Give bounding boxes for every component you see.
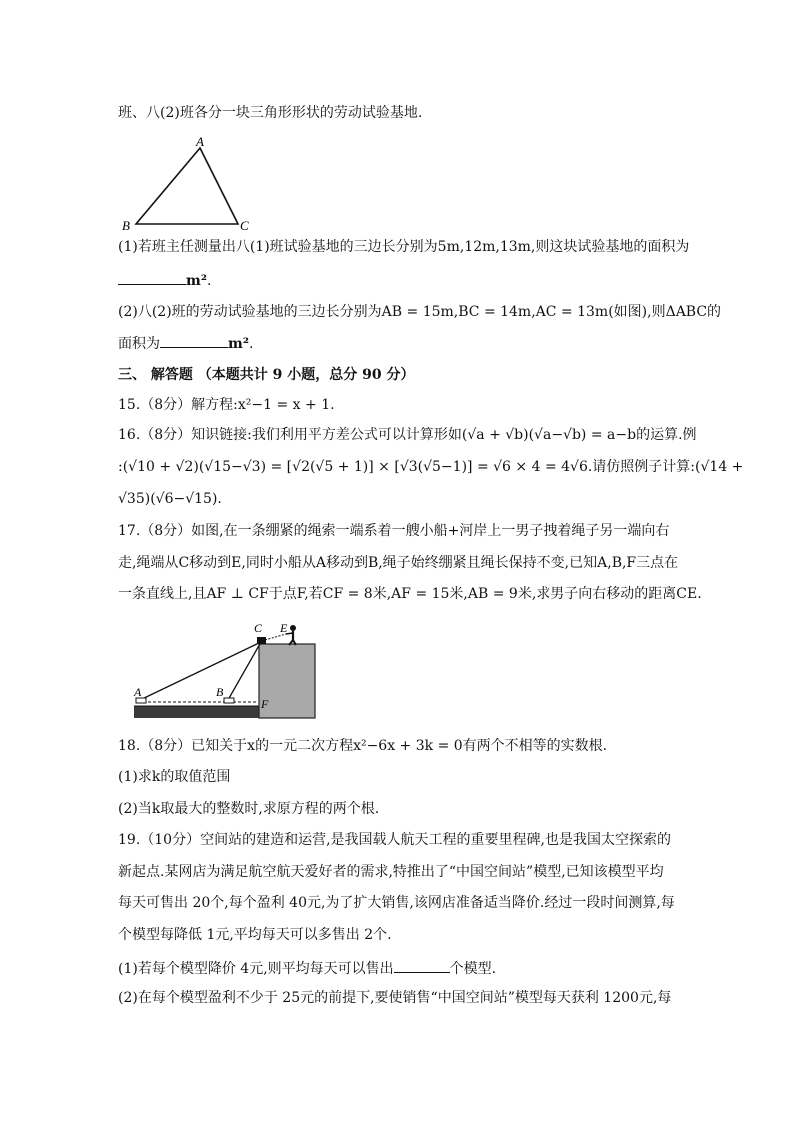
intro-text: 班、八(2)班各分一块三角形形状的劳动试验基地. (118, 105, 423, 121)
q19-line3: 每天可售出 20个,每个盈利 40元,为了扩大销售,该网店准备适当降价.经过一段时间测算,每 (118, 895, 675, 911)
q19-line2: 新起点.某网店为满足航空航天爱好者的需求,特推出了“中国空间站”模型,已知该模型平均 (118, 864, 664, 880)
q19-part1: (1)若每个模型降价 4元,则平均每天可以售出 个模型. (118, 958, 678, 978)
answer-blank[interactable] (160, 333, 228, 348)
q18-part1: (1)求k的取值范围 (118, 769, 231, 785)
label-b: B (216, 685, 224, 699)
q16-line3: √35)(√6−√15). (118, 491, 222, 507)
pulley-c (257, 637, 266, 644)
q16-line2: :(√10 + √2)(√15−√3) = [√2(√5 + 1)] × [√3(√5−1)] = √6 × 4 = 4√6.请仿照例子计算:(√14 + (118, 459, 744, 475)
label-f: F (261, 697, 269, 711)
unit-m2: m² (228, 336, 249, 352)
label-a: A (134, 685, 142, 699)
label-e: E (280, 621, 288, 635)
boat-b (224, 698, 234, 703)
q14-part2: (2)八(2)班的劳动试验基地的三边长分别为AB = 15m,BC = 14m,AC = 13m(如图),则ΔABC的 (118, 304, 722, 320)
q18-part2: (2)当k取最大的整数时,求原方程的两个根. (118, 801, 380, 817)
section-header: 三、 解答题 （本题共计 9 小题，总分 90 分） (118, 367, 415, 383)
rope-bc (228, 642, 261, 700)
q17-line3: 一条直线上,且AF ⊥ CF于点F,若CF = 8米,AF = 15米,AB = 9米,求男子向右移动的距离CE. (118, 586, 702, 602)
q14-part2-answer: 面积为 m². (118, 333, 678, 353)
triangle-abc (136, 148, 238, 224)
q19-line1: 19.（10分）空间站的建造和运营,是我国载人航天工程的重要里程碑,也是我国太空探索的 (118, 832, 671, 848)
answer-blank[interactable] (118, 270, 186, 285)
q14-part1-answer: m². (118, 270, 678, 290)
rope-ac (140, 642, 261, 700)
answer-blank[interactable] (394, 958, 450, 973)
man-icon (286, 625, 296, 645)
q18: 18.（8分）已知关于x的一元二次方程x²−6x + 3k = 0有两个不相等的实数根. (118, 738, 608, 754)
q17-line1: 17.（8分）如图,在一条绷紧的绳索一端系着一艘小船+河岸上一男子拽着绳子另一端向右 (118, 523, 670, 539)
unit-m2: m² (186, 273, 207, 289)
q14-part1: (1)若班主任测量出八(1)班试验基地的三边长分别为5m,12m,13m,则这块试验基地的面积为 (118, 239, 690, 255)
label-b: B (122, 218, 130, 233)
label-c: C (240, 218, 249, 233)
q15: 15.（8分）解方程:x²−1 = x + 1. (118, 397, 335, 413)
boat-figure (128, 616, 328, 724)
q19-line4: 个模型每降低 1元,平均每天可以多售出 2个. (118, 927, 392, 943)
q17-line2: 走,绳端从C移动到E,同时小船从A移动到B,绳子始终绷紧且绳长保持不变,已知A,B,F三点在 (118, 555, 679, 571)
triangle-figure (118, 134, 268, 234)
ground-strip (134, 706, 260, 718)
q19-part2: (2)在每个模型盈利不少于 25元的前提下,要使销售“中国空间站”模型每天获利 1200元,每 (118, 990, 672, 1006)
q16-line1: 16.（8分）知识链接:我们利用平方差公式可以计算形如(√a + √b)(√a−√b) = a−b的运算.例 (118, 427, 697, 443)
label-c: C (254, 621, 263, 635)
label-a: A (196, 134, 204, 149)
